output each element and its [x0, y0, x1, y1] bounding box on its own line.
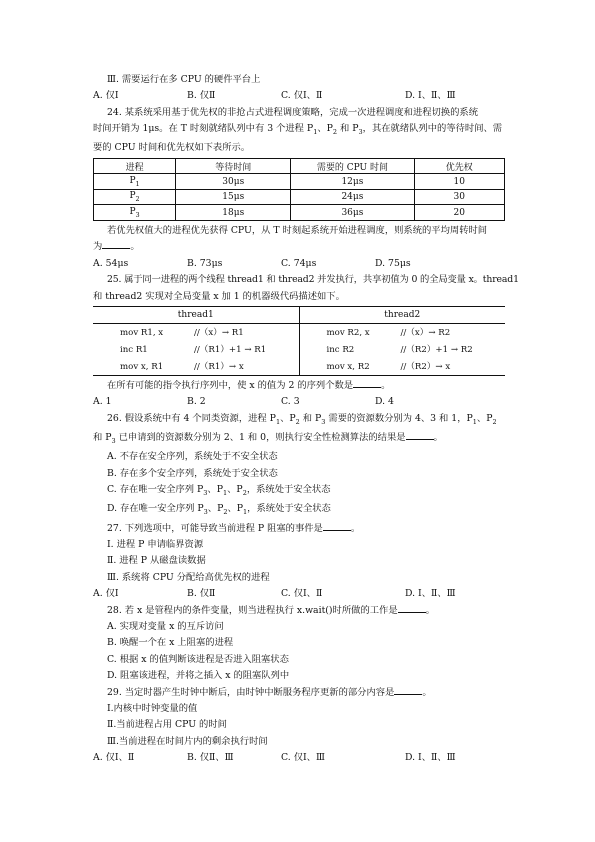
- cpu-cell: 12μs: [291, 174, 414, 190]
- q26-stem-line2: 和 $P_3$ 已申请到的资源数分别为 2、1 和 0，则执行安全性检测算法的结果是 。: [93, 432, 443, 445]
- q25-option-d: D. 4: [375, 396, 394, 408]
- table-header-row: [93, 306, 505, 323]
- process-cell: $P_3$: [94, 205, 176, 221]
- code-row: [93, 323, 505, 341]
- q25-options: [93, 394, 505, 410]
- thread2-header: thread2: [299, 306, 505, 323]
- q29-option-a: A. 仅Ⅰ、Ⅱ: [93, 752, 135, 764]
- q29-item-3: Ⅲ.当前进程在时间片内的剩余执行时间: [107, 735, 268, 747]
- q26-stem-line1: 26. 假设系统中有 4 个同类资源，进程 $P_1$、$P_2$ 和 $P_3$ 需要的资源数分别为 4、3 和 1，$P_1$、$P_2$: [107, 412, 497, 426]
- q24-stem-line2: 时间开销为 1μs。在 T 时刻就绪队列中有 3 个进程 $P_1$、$P_2$ 和 $P_3$，其在就绪队列中的等待时间、需: [93, 123, 503, 137]
- q27-item-1: Ⅰ. 进程 P 申请临界资源: [107, 539, 204, 551]
- q24-options: [93, 256, 505, 272]
- q27-option-d: D. Ⅰ、Ⅱ、Ⅲ: [405, 588, 456, 600]
- q24-after-line2: 为 。: [93, 241, 140, 253]
- wait-cell: 18μs: [176, 205, 291, 221]
- q27-option-a: A. 仅Ⅰ: [93, 588, 119, 600]
- q24-stem-line1: 24. 某系统采用基于优先权的非抢占式进程调度策略，完成一次进程调度和进程切换的系统: [107, 106, 479, 118]
- q25-option-b: B. 2: [187, 396, 206, 408]
- cpu-cell: 36μs: [291, 205, 414, 221]
- answer-blank: [353, 378, 381, 388]
- table-row: [94, 205, 505, 221]
- q28-stem: 28. 若 x 是管程内的条件变量，则当进程执行 x.wait()时所做的工作是 。: [107, 604, 435, 616]
- q25-stem-line1: 25. 属于同一进程的两个线程 thread1 和 thread2 并发执行，共享初值为 0 的全局变量 x。thread1: [107, 274, 519, 286]
- answer-blank: [102, 239, 130, 249]
- table-row: [94, 189, 505, 205]
- q28-option-a: A. 实现对变量 x 的互斥访问: [107, 621, 224, 633]
- table-header: 需要的 CPU 时间: [291, 158, 414, 174]
- exam-page: [93, 72, 519, 767]
- q29-options: [93, 750, 505, 766]
- table-header: 进程: [94, 158, 176, 174]
- table-header-row: [94, 158, 505, 174]
- q28-option-b: B. 唤醒一个在 x 上阻塞的进程: [107, 637, 234, 649]
- q24-option-b: B. 73μs: [187, 257, 223, 269]
- thread1-comment: //（x）→ R1: [194, 328, 244, 339]
- code-row: [93, 358, 505, 376]
- priority-cell: 10: [414, 174, 504, 190]
- process-cell: $P_1$: [94, 174, 176, 190]
- q23-option-d: D. Ⅰ、Ⅱ、Ⅲ: [405, 90, 456, 102]
- q23-option-b: B. 仅Ⅱ: [187, 90, 216, 102]
- table-row: [94, 174, 505, 190]
- q27-option-c: C. 仅Ⅰ、Ⅱ: [281, 588, 323, 600]
- cpu-cell: 24μs: [291, 189, 414, 205]
- q27-option-b: B. 仅Ⅱ: [187, 588, 216, 600]
- wait-cell: 15μs: [176, 189, 291, 205]
- q28-option-d: D. 阻塞该进程，并将之插入 x 的阻塞队列中: [107, 670, 290, 682]
- priority-cell: 20: [414, 205, 504, 221]
- q23-item-3: Ⅲ. 需要运行在多 CPU 的硬件平台上: [107, 74, 261, 85]
- thread2-instruction: inc R2: [326, 345, 355, 356]
- answer-blank: [406, 430, 434, 440]
- wait-cell: 30μs: [176, 174, 291, 190]
- answer-blank: [394, 685, 422, 695]
- q25-option-c: C. 3: [281, 396, 300, 408]
- thread1-comment: //（R1）+1 → R1: [194, 345, 267, 356]
- q29-stem: 29. 当定时器产生时钟中断后，由时钟中断服务程序更新的部分内容是 。: [107, 686, 432, 698]
- q25-stem-line2: 和 thread2 实现对全局变量 x 加 1 的机器级代码描述如下。: [93, 290, 345, 302]
- table-header: 等待时间: [176, 158, 291, 174]
- q29-option-d: D. Ⅰ、Ⅱ、Ⅲ: [405, 752, 456, 764]
- code-row: [93, 341, 505, 358]
- thread1-instruction: mov R1, x: [120, 328, 164, 339]
- q25-option-a: A. 1: [93, 396, 112, 408]
- thread2-instruction: mov x, R2: [326, 362, 370, 373]
- q26-option-d: D. 存在唯一安全序列 $P_3$、$P_2$、$P_1$，系统处于安全状态: [107, 503, 331, 517]
- q23-option-a: A. 仅Ⅰ: [93, 90, 119, 102]
- q27-item-3: Ⅲ. 系统将 CPU 分配给高优先权的进程: [107, 571, 270, 583]
- thread-code-table: [93, 306, 505, 376]
- q29-item-2: Ⅱ.当前进程占用 CPU 的时间: [107, 719, 227, 731]
- q27-item-2: Ⅱ. 进程 P 从磁盘读数据: [107, 555, 206, 567]
- q25-after: 在所有可能的指令执行序列中，使 x 的值为 2 的序列个数是 。: [107, 379, 391, 391]
- thread2-comment: //（R2）+1 → R2: [400, 345, 473, 356]
- table-header: 优先权: [414, 158, 504, 174]
- q23-options: [93, 88, 505, 104]
- q29-option-b: B. 仅Ⅱ、Ⅲ: [187, 752, 234, 764]
- q26-option-c: C. 存在唯一安全序列 $P_3$、$P_1$、$P_2$，系统处于安全状态: [107, 484, 331, 497]
- process-cell: $P_2$: [94, 189, 176, 205]
- thread1-header: thread1: [93, 306, 299, 323]
- thread2-comment: //（R2）→ x: [400, 362, 451, 373]
- q24-option-c: C. 74μs: [281, 257, 317, 269]
- q26-option-b: B. 存在多个安全序列，系统处于安全状态: [107, 467, 278, 479]
- q23-option-c: C. 仅Ⅰ、Ⅱ: [281, 90, 323, 102]
- q24-stem-line3: 要的 CPU 时间和优先权如下表所示。: [93, 142, 251, 154]
- priority-cell: 30: [414, 189, 504, 205]
- q26-option-a: A. 不存在安全序列，系统处于不安全状态: [107, 451, 278, 463]
- q29-option-c: C. 仅Ⅰ、Ⅲ: [281, 752, 325, 764]
- q28-option-c: C. 根据 x 的值判断该进程是否进入阻塞状态: [107, 653, 289, 665]
- q24-after-line1: 若优先权值大的进程优先获得 CPU，从 T 时刻起系统开始进程调度，则系统的平均周转时间: [107, 224, 488, 236]
- q24-option-d: D. 75μs: [375, 257, 411, 269]
- q29-item-1: Ⅰ.内核中时钟变量的值: [107, 703, 198, 715]
- answer-blank: [323, 521, 351, 531]
- q24-option-a: A. 54μs: [93, 257, 129, 269]
- thread1-comment: //（R1）→ x: [194, 362, 244, 373]
- q27-stem: 27. 下列选项中，可能导致当前进程 P 阻塞的事件是 。: [107, 522, 361, 534]
- thread1-instruction: mov x, R1: [120, 362, 164, 373]
- thread2-instruction: mov R2, x: [326, 328, 370, 339]
- answer-blank: [398, 603, 426, 613]
- process-table: [93, 158, 505, 221]
- thread2-comment: //（x）→ R2: [400, 328, 451, 339]
- q27-options: [93, 586, 505, 602]
- thread1-instruction: inc R1: [120, 345, 148, 356]
